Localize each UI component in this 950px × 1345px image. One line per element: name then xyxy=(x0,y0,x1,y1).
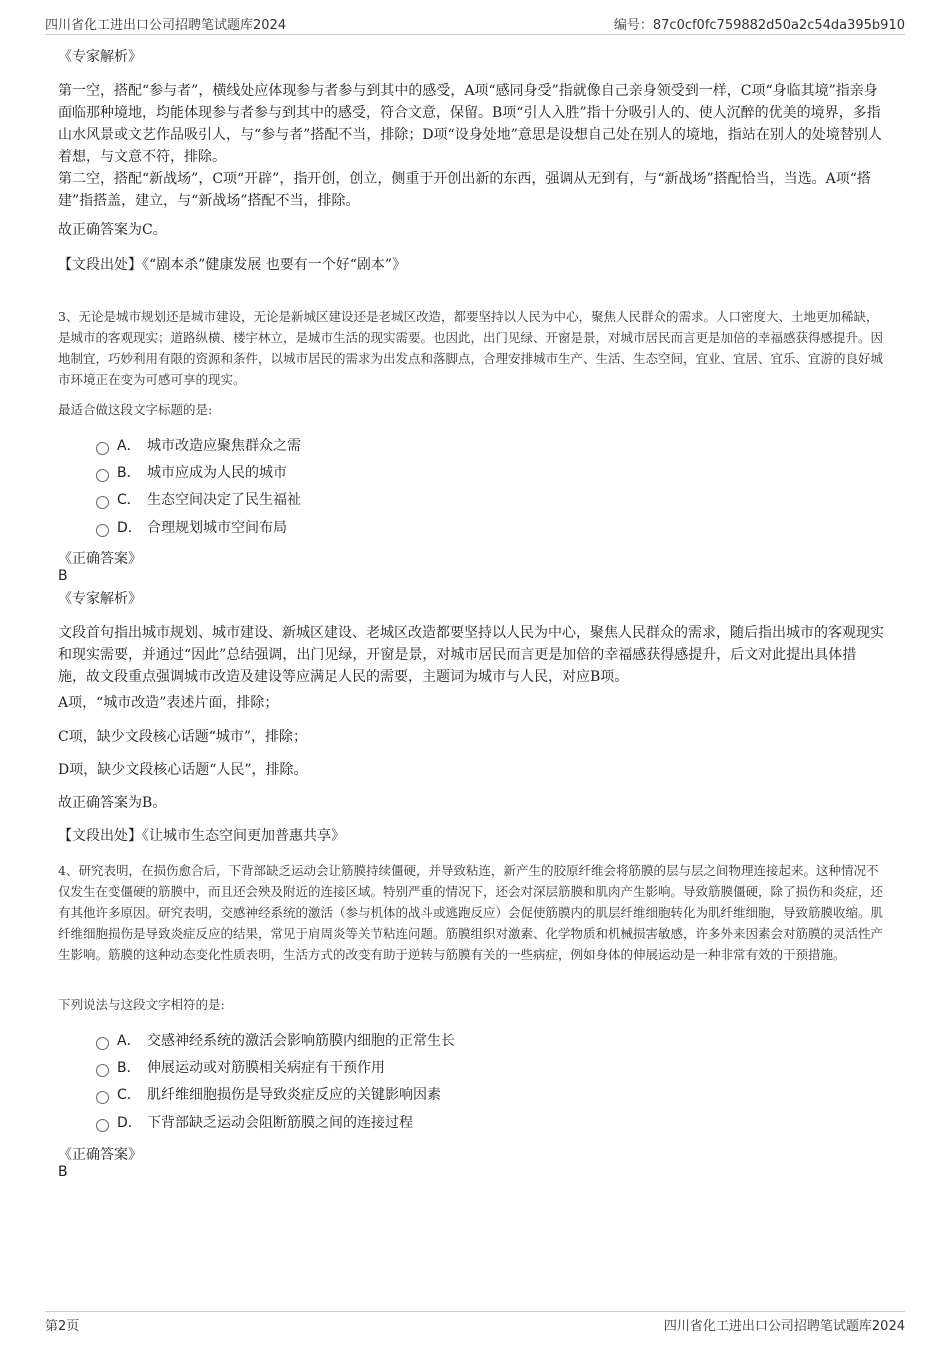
page-footer xyxy=(45,1311,905,1338)
q2-analysis-heading: 《专家解析》 xyxy=(58,49,142,65)
q4-answer: B xyxy=(58,1164,68,1180)
q2-source: 【文段出处】《“剧本杀”健康发展 也要有一个好“剧本”》 xyxy=(58,257,407,273)
radio-icon[interactable] xyxy=(96,442,109,455)
q3-stem: 3、无论是城市规划还是城市建设，无论是新城区建设还是老城区改造，都要坚持以人民为中心，聚焦人民群众的需求。人口密度大、土地更加稀缺，是城市的客观现实；道路纵横、楼宇林立，是城市生活的现实需要。也因此，出门见绿、开窗是景，对城市居民而言更是加倍的幸福感获得感提升。因地制宜，巧妙利用有限的资源和条件，以城市居民的需求为出发点和落脚点，合理安排城市生产、生活、生态空间，宜业、宜居、宜乐、宜游的良好城市环境正在变为可感可享的现实。 xyxy=(58,309,884,387)
q3-analysis-heading: 《专家解析》 xyxy=(58,591,142,607)
option-letter: D． xyxy=(117,520,142,536)
q4-option-d[interactable] xyxy=(96,1113,413,1133)
radio-icon[interactable] xyxy=(96,1091,109,1104)
footer-title: 四川省化工进出口公司招聘笔试题库2024 xyxy=(663,1319,905,1334)
q4-answer-heading: 《正确答案》 xyxy=(58,1147,142,1163)
option-letter: A． xyxy=(117,1033,141,1049)
header-title: 四川省化工进出口公司招聘笔试题库2024 xyxy=(45,18,287,33)
page-number: 第2页 xyxy=(45,1319,80,1334)
option-letter: C． xyxy=(117,492,141,508)
q3-question: 最适合做这段文字标题的是: xyxy=(58,402,213,417)
q3-note-a: A项，“城市改造”表述片面，排除； xyxy=(58,695,279,711)
q4-question: 下列说法与这段文字相符的是: xyxy=(58,997,225,1012)
q3-source: 【文段出处】《让城市生态空间更加普惠共享》 xyxy=(58,828,345,844)
option-letter: B． xyxy=(117,465,141,481)
option-letter: C． xyxy=(117,1087,141,1103)
q2-conclusion: 故正确答案为C。 xyxy=(58,222,167,238)
option-text: 下背部缺乏运动会阻断筋膜之间的连接过程 xyxy=(147,1115,413,1131)
option-text: 城市应成为人民的城市 xyxy=(147,465,287,481)
q3-conclusion: 故正确答案为B。 xyxy=(58,795,167,811)
q3-note-d: D项，缺少文段核心话题“人民”，排除。 xyxy=(58,762,308,778)
q3-answer: B xyxy=(58,568,68,584)
q4-option-a[interactable] xyxy=(96,1031,455,1051)
q3-option-d[interactable] xyxy=(96,518,287,538)
q3-analysis: 文段首句指出城市规划、城市建设、新城区建设、老城区改造都要坚持以人民为中心，聚焦人民群众的需求，随后指出城市的客观现实和现实需要，并通过“因此”总结强调，出门见绿，开窗是景，对城市居民而言更是加倍的幸福感获得感提升，后文对此提出具体措施，故文段重点强调城市改造及建设等应满足人民的需要，主题词为城市与人民，对应B项。 xyxy=(58,625,884,685)
q4-option-c[interactable] xyxy=(96,1085,441,1105)
radio-icon[interactable] xyxy=(96,1037,109,1050)
option-text: 合理规划城市空间布局 xyxy=(147,520,287,536)
option-text: 生态空间决定了民生福祉 xyxy=(147,492,301,508)
radio-icon[interactable] xyxy=(96,524,109,537)
radio-icon[interactable] xyxy=(96,469,109,482)
q3-note-c: C项，缺少文段核心话题“城市”，排除； xyxy=(58,729,308,745)
q2-analysis-p1: 第一空，搭配“参与者”，横线处应体现参与者参与到其中的感受，A项“感同身受”指就像自己亲身领受到一样，C项“身临其境”指亲身面临那种境地，均能体现参与者参与到其中的感受，符合文意，保留。B项“引人入胜”指十分吸引人的、使人沉醉的优美的境界，多指山水风景或文艺作品吸引人，与“参与者”搭配不当，排除；D项“设身处地”意思是设想自己处在别人的境地，指站在别人的处境替别人着想，与文意不符，排除。 xyxy=(58,83,882,165)
option-text: 城市改造应聚焦群众之需 xyxy=(147,438,301,454)
option-letter: B． xyxy=(117,1060,141,1076)
q3-option-b[interactable] xyxy=(96,463,287,483)
q3-option-a[interactable] xyxy=(96,436,301,456)
radio-icon[interactable] xyxy=(96,1064,109,1077)
radio-icon[interactable] xyxy=(96,1119,109,1132)
option-letter: A． xyxy=(117,438,141,454)
q4-option-b[interactable] xyxy=(96,1058,385,1078)
q3-option-c[interactable] xyxy=(96,490,301,510)
q3-answer-heading: 《正确答案》 xyxy=(58,551,142,567)
q4-stem: 4、研究表明，在损伤愈合后，下背部缺乏运动会让筋膜持续僵硬，并导致粘连，新产生的胶原纤维会将筋膜的层与层之间物理连接起来。这种情况不仅发生在变僵硬的筋膜中，而且还会殃及附近的连接区域。特别严重的情况下，还会对深层筋膜和肌肉产生影响。导致筋膜僵硬，除了损伤和炎症，还有其他许多原因。研究表明，交感神经系统的激活（参与机体的战斗或逃跑反应）会促使筋膜内的肌层纤维细胞转化为肌纤维细胞，导致筋膜收缩。肌纤维细胞损伤是导致炎症反应的结果，常见于肩周炎等关节粘连问题。筋膜组织对激素、化学物质和机械损害敏感，许多外来因素会对筋膜的灵活性产生影响。筋膜的这种动态变化性质表明，生活方式的改变有助于逆转与筋膜有关的一些病症，例如身体的伸展运动是一种非常有效的干预措施。 xyxy=(58,863,884,962)
q2-analysis-p2: 第二空，搭配“新战场”，C项“开辟”，指开创，创立，侧重于开创出新的东西，强调从无到有，与“新战场”搭配恰当，当选。A项“搭建”指搭盖，建立，与“新战场”搭配不当，排除。 xyxy=(58,171,871,209)
page-header xyxy=(45,12,905,35)
header-serial: 编号：87c0cf0fc759882d50a2c54da395b910 xyxy=(613,18,905,33)
option-text: 交感神经系统的激活会影响筋膜内细胞的正常生长 xyxy=(147,1033,455,1049)
option-text: 肌纤维细胞损伤是导致炎症反应的关键影响因素 xyxy=(147,1087,441,1103)
radio-icon[interactable] xyxy=(96,496,109,509)
option-text: 伸展运动或对筋膜相关病症有干预作用 xyxy=(147,1060,385,1076)
option-letter: D． xyxy=(117,1115,142,1131)
